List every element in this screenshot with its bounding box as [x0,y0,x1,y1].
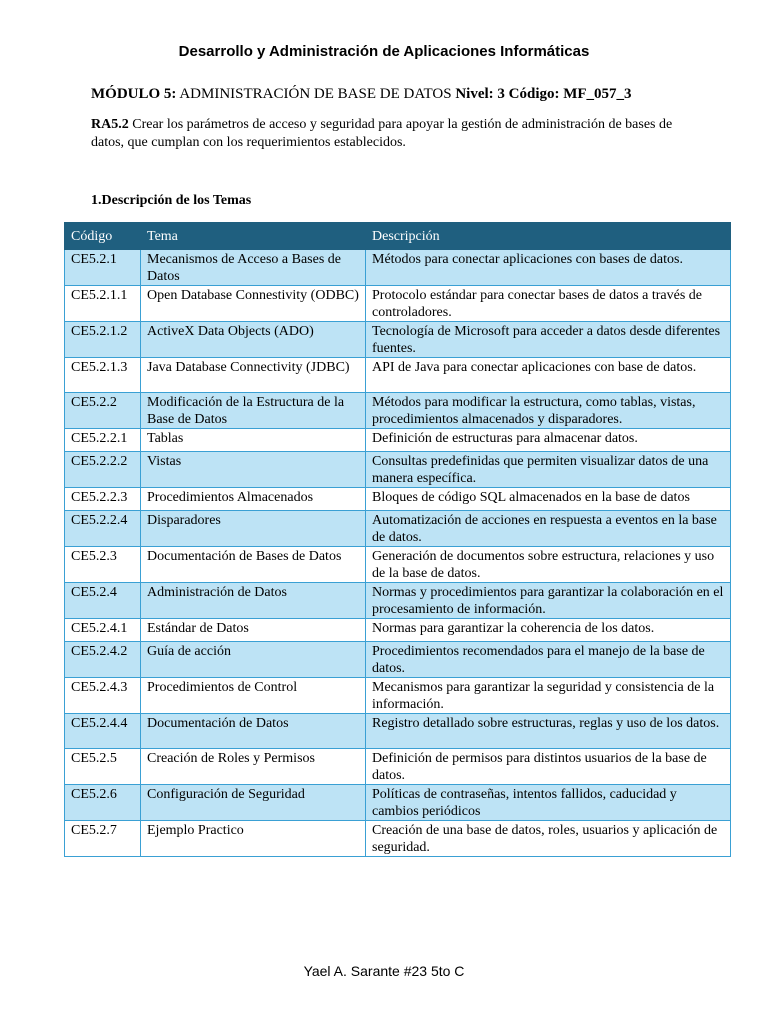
table-row [65,583,731,619]
cell-code: CE5.2.4.1 [65,619,141,642]
module-name: ADMINISTRACIÓN DE BASE DE DATOS [176,86,456,102]
cell-topic: Administración de Datos [141,583,366,619]
table-row [65,322,731,358]
cell-description: Métodos para modificar la estructura, como tablas, vistas, procedimientos almacenados y disparadores. [366,393,731,429]
document-title: Desarrollo y Administración de Aplicaciones Informáticas [178,43,590,60]
table-row [65,511,731,547]
cell-topic: Procedimientos de Control [141,678,366,714]
cell-topic: Java Database Connectivity (JDBC) [141,358,366,393]
cell-code: CE5.2.2.2 [65,452,141,488]
cell-description: Métodos para conectar aplicaciones con bases de datos. [366,250,731,286]
table-row [65,429,731,452]
module-level: Nivel: 3 Código: MF_057_3 [455,86,632,102]
cell-code: CE5.2.5 [65,749,141,785]
cell-description: Tecnología de Microsoft para acceder a datos desde diferentes fuentes. [366,322,731,358]
cell-description: Creación de una base de datos, roles, usuarios y aplicación de seguridad. [366,821,731,857]
cell-description: Protocolo estándar para conectar bases de datos a través de controladores. [366,286,731,322]
cell-description: Automatización de acciones en respuesta a eventos en la base de datos. [366,511,731,547]
cell-topic: Tablas [141,429,366,452]
cell-topic: Procedimientos Almacenados [141,488,366,511]
cell-code: CE5.2.2 [65,393,141,429]
cell-description: API de Java para conectar aplicaciones con base de datos. [366,358,731,393]
cell-topic: Guía de acción [141,642,366,678]
module-line [91,86,632,103]
cell-code: CE5.2.4.4 [65,714,141,749]
cell-topic: Estándar de Datos [141,619,366,642]
cell-description: Definición de estructuras para almacenar datos. [366,429,731,452]
cell-code: CE5.2.3 [65,547,141,583]
cell-code: CE5.2.1 [65,250,141,286]
cell-topic: Vistas [141,452,366,488]
table-row [65,749,731,785]
cell-description: Consultas predefinidas que permiten visualizar datos de una manera específica. [366,452,731,488]
ra-text: Crear los parámetros de acceso y seguridad para apoyar la gestión de administración de bases de datos, que cumplan con los requerimientos establecidos. [91,117,673,150]
cell-description: Procedimientos recomendados para el manejo de la base de datos. [366,642,731,678]
cell-description: Bloques de código SQL almacenados en la base de datos [366,488,731,511]
cell-description: Normas para garantizar la coherencia de los datos. [366,619,731,642]
section-title: 1.Descripción de los Temas [91,193,252,208]
learning-outcome [91,116,681,152]
table-row [65,250,731,286]
cell-code: CE5.2.1.2 [65,322,141,358]
table-row [65,785,731,821]
cell-topic: Mecanismos de Acceso a Bases de Datos [141,250,366,286]
table-row [65,393,731,429]
header-code: Código [65,223,141,250]
table-row [65,642,731,678]
cell-code: CE5.2.2.1 [65,429,141,452]
cell-description: Normas y procedimientos para garantizar la colaboración en el procesamiento de información. [366,583,731,619]
cell-code: CE5.2.7 [65,821,141,857]
module-label: MÓDULO 5: [91,86,177,102]
header-description: Descripción [366,223,731,250]
cell-code: CE5.2.2.4 [65,511,141,547]
cell-description: Definición de permisos para distintos usuarios de la base de datos. [366,749,731,785]
cell-description: Registro detallado sobre estructuras, reglas y uso de los datos. [366,714,731,749]
cell-topic: Creación de Roles y Permisos [141,749,366,785]
table-header-row [65,223,731,250]
cell-topic: Open Database Connestivity (ODBC) [141,286,366,322]
cell-description: Mecanismos para garantizar la seguridad y consistencia de la información. [366,678,731,714]
cell-code: CE5.2.4 [65,583,141,619]
cell-code: CE5.2.4.2 [65,642,141,678]
cell-code: CE5.2.2.3 [65,488,141,511]
table-row [65,547,731,583]
cell-topic: Configuración de Seguridad [141,785,366,821]
cell-topic: Modificación de la Estructura de la Base de Datos [141,393,366,429]
cell-code: CE5.2.4.3 [65,678,141,714]
table-row [65,452,731,488]
cell-topic: Disparadores [141,511,366,547]
cell-topic: Ejemplo Practico [141,821,366,857]
cell-description: Políticas de contraseñas, intentos fallidos, caducidad y cambios periódicos [366,785,731,821]
ra-code: RA5.2 [91,117,129,132]
table-row [65,714,731,749]
header-topic: Tema [141,223,366,250]
table-row [65,358,731,393]
topics-table [64,222,731,857]
cell-topic: Documentación de Bases de Datos [141,547,366,583]
table-row [65,678,731,714]
cell-description: Generación de documentos sobre estructura, relaciones y uso de la base de datos. [366,547,731,583]
cell-code: CE5.2.1.1 [65,286,141,322]
cell-topic: Documentación de Datos [141,714,366,749]
table-row [65,619,731,642]
table-row [65,286,731,322]
footer-author: Yael A. Sarante #23 5to C [303,963,465,979]
cell-code: CE5.2.1.3 [65,358,141,393]
cell-code: CE5.2.6 [65,785,141,821]
table-row [65,488,731,511]
table-row [65,821,731,857]
cell-topic: ActiveX Data Objects (ADO) [141,322,366,358]
